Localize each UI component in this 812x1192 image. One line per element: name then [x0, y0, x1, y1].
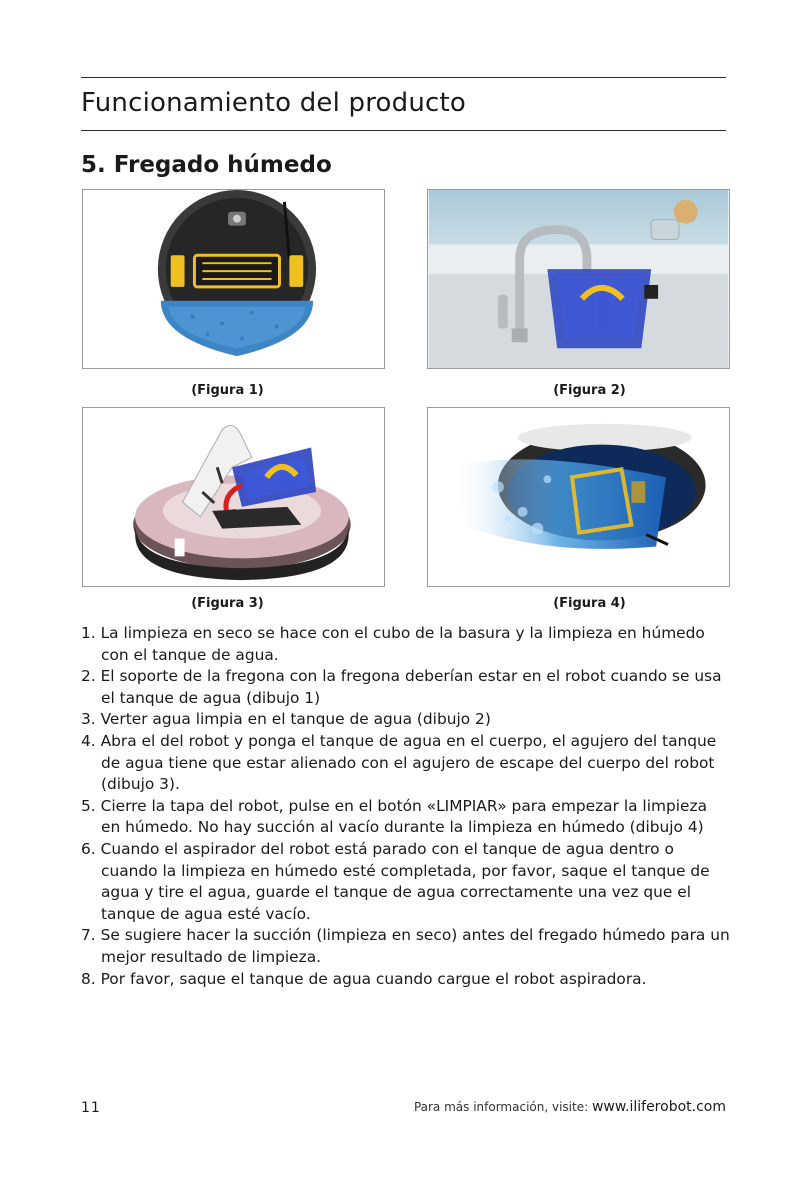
- figure-4-caption: (Figura 4): [553, 596, 626, 611]
- figure-1-robot-underside-mop: [82, 189, 385, 369]
- figure-4-wet-mopping: [427, 407, 730, 587]
- step-item: 2. El soporte de la fregona con la fregona deberían estar en el robot cuando se usa el tanque de agua (dibujo 1): [81, 667, 722, 707]
- section-title: Funcionamiento del producto: [81, 88, 467, 118]
- step-item: 3. Verter agua limpia en el tanque de agua (dibujo 2): [81, 710, 491, 729]
- step-item: 5. Cierre la tapa del robot, pulse en el botón «LIMPIAR» para empezar la limpieza en húmedo. No hay succión al vacío durante la limpieza en húmedo (dibujo 4): [81, 796, 708, 837]
- figure-2-caption: (Figura 2): [553, 383, 626, 398]
- subsection-title: 5. Fregado húmedo: [81, 152, 332, 178]
- step-item: 8. Por favor, saque el tanque de agua cuando cargue el robot aspiradora.: [81, 969, 647, 988]
- step-item: 7. Se sugiere hacer la succión (limpieza en seco) antes del fregado húmedo para un mejor resultado de limpieza.: [81, 926, 730, 966]
- figure-3-caption: (Figura 3): [191, 596, 264, 611]
- footer-info: [414, 1099, 726, 1115]
- top-rule: [81, 77, 726, 78]
- footer-url: www.iliferobot.com: [591, 1099, 726, 1115]
- page-number: 11: [81, 1100, 101, 1116]
- figure-3-insert-water-tank: [82, 407, 385, 587]
- step-item: 4. Abra el del robot y ponga el tanque de agua en el cuerpo, el agujero del tanque de agua tiene que estar alienado con el agujero de escape del cuerpo del robot (dibujo 3).: [81, 731, 717, 794]
- step-item: 6. Cuando el aspirador del robot está parado con el tanque de agua dentro o cuando la limpieza en húmedo esté completada, por favor, saque el tanque de agua y tire el agua, guarde el tanque de agua correctamente una vez que el tanque de agua esté vacío.: [81, 839, 710, 923]
- figure-2-fill-water-tank: [427, 189, 730, 369]
- step-item: 1. La limpieza en seco se hace con el cubo de la basura y la limpieza en húmedo con el tanque de agua.: [81, 624, 705, 664]
- instruction-steps: [81, 623, 731, 990]
- footer-info-text: Para más información, visite:: [413, 1100, 592, 1114]
- title-rule: [81, 130, 726, 131]
- figure-1-caption: (Figura 1): [191, 383, 264, 398]
